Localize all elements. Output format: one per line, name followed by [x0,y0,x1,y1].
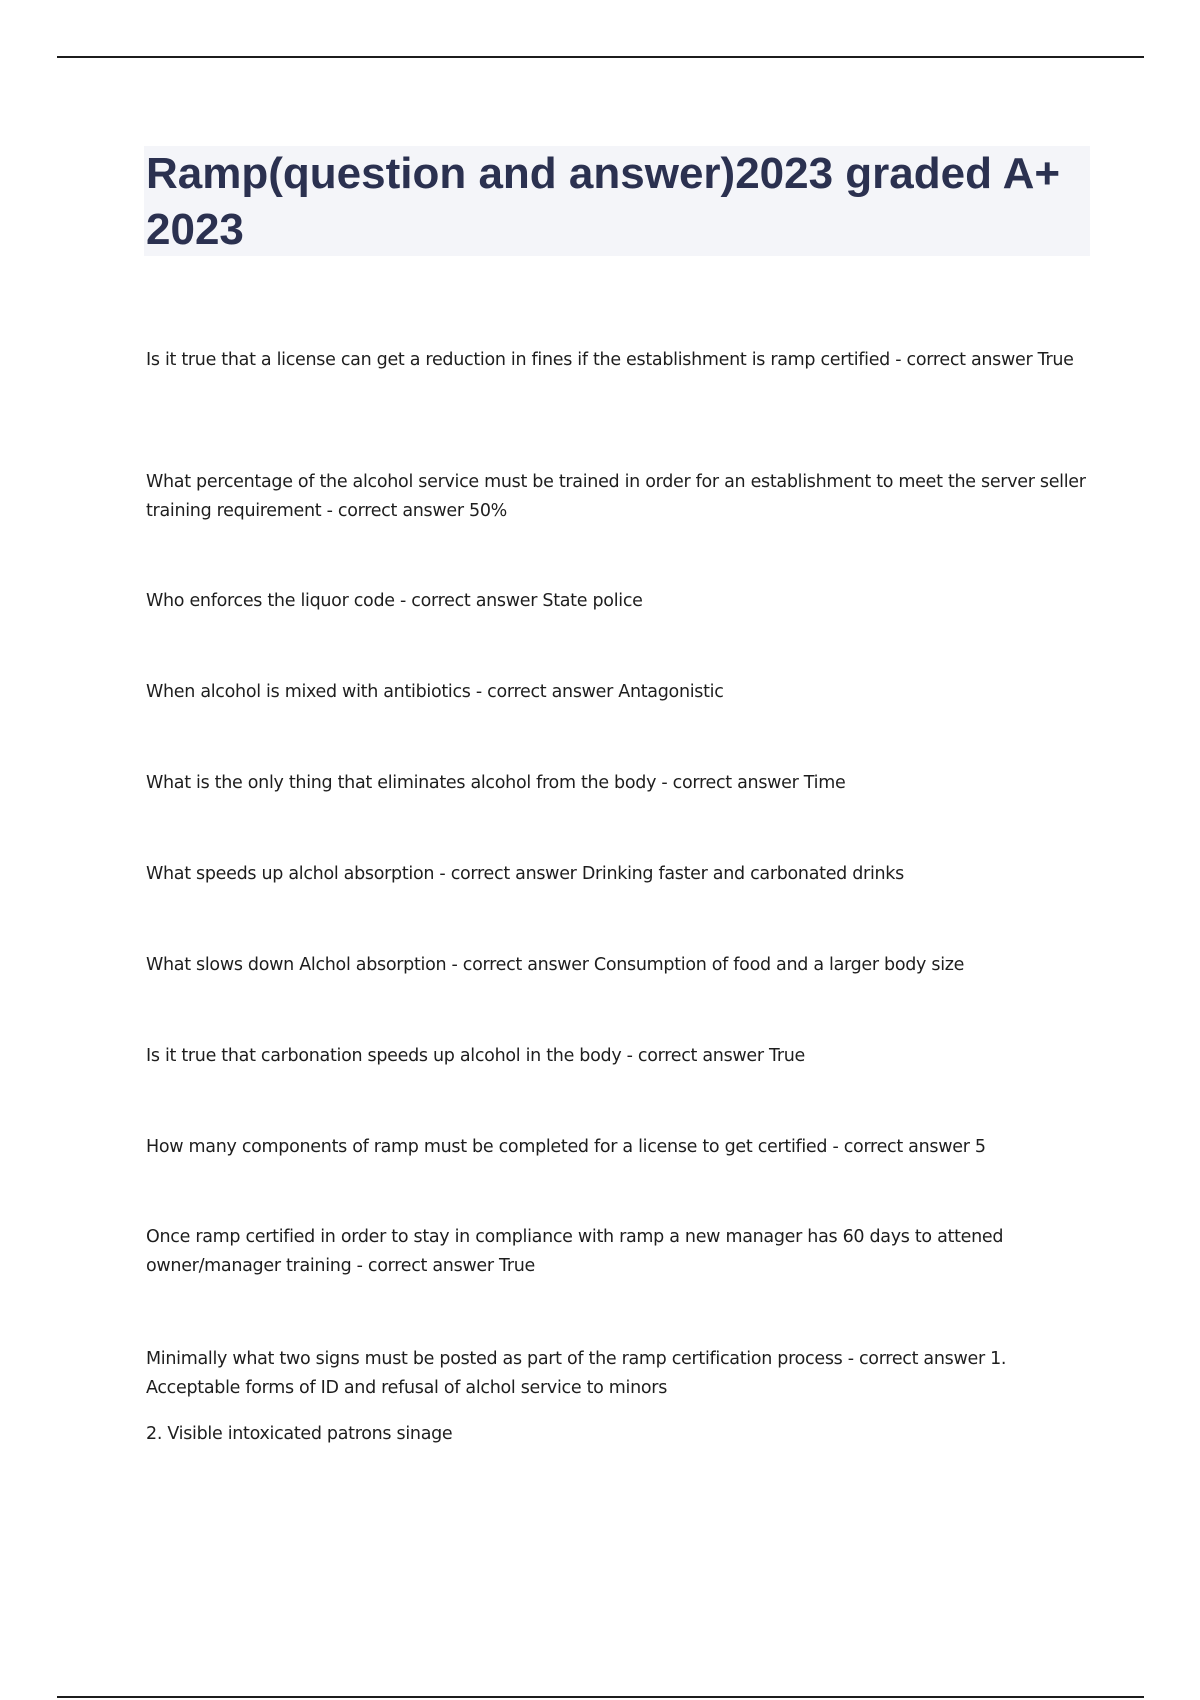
qa-item-3: Who enforces the liquor code - correct answer State police [146,591,643,611]
qa-item-11-continued: 2. Visible intoxicated patrons sinage [146,1424,453,1444]
qa-item-2: What percentage of the alcohol service must be trained in order for an establishment to meet the server seller training requirement - correct answer 50% [146,472,1086,521]
qa-item-9: How many components of ramp must be completed for a license to get certified - correct answer 5 [146,1137,986,1157]
qa-item-8: Is it true that carbonation speeds up alcohol in the body - correct answer True [146,1046,806,1066]
bottom-rule [57,1696,1144,1698]
qa-item-1: Is it true that a license can get a reduction in fines if the establishment is ramp certified - correct answer True [146,350,1074,370]
document-title: Ramp(question and answer)2023 graded A+ 2023 [146,149,1061,254]
qa-item-10: Once ramp certified in order to stay in compliance with ramp a new manager has 60 days to attened owner/manager training - correct answer True [146,1227,1004,1276]
qa-item-4: When alcohol is mixed with antibiotics - correct answer Antagonistic [146,682,724,702]
qa-item-7: What slows down Alchol absorption - correct answer Consumption of food and a larger body size [146,955,965,975]
qa-item-11: Minimally what two signs must be posted as part of the ramp certification process - correct answer 1. Acceptable forms of ID and refusal of alchol service to minors [146,1349,1007,1398]
qa-item-5: What is the only thing that eliminates alcohol from the body - correct answer Time [146,773,846,793]
qa-item-6: What speeds up alchol absorption - correct answer Drinking faster and carbonated drinks [146,864,904,884]
top-rule [57,56,1144,58]
